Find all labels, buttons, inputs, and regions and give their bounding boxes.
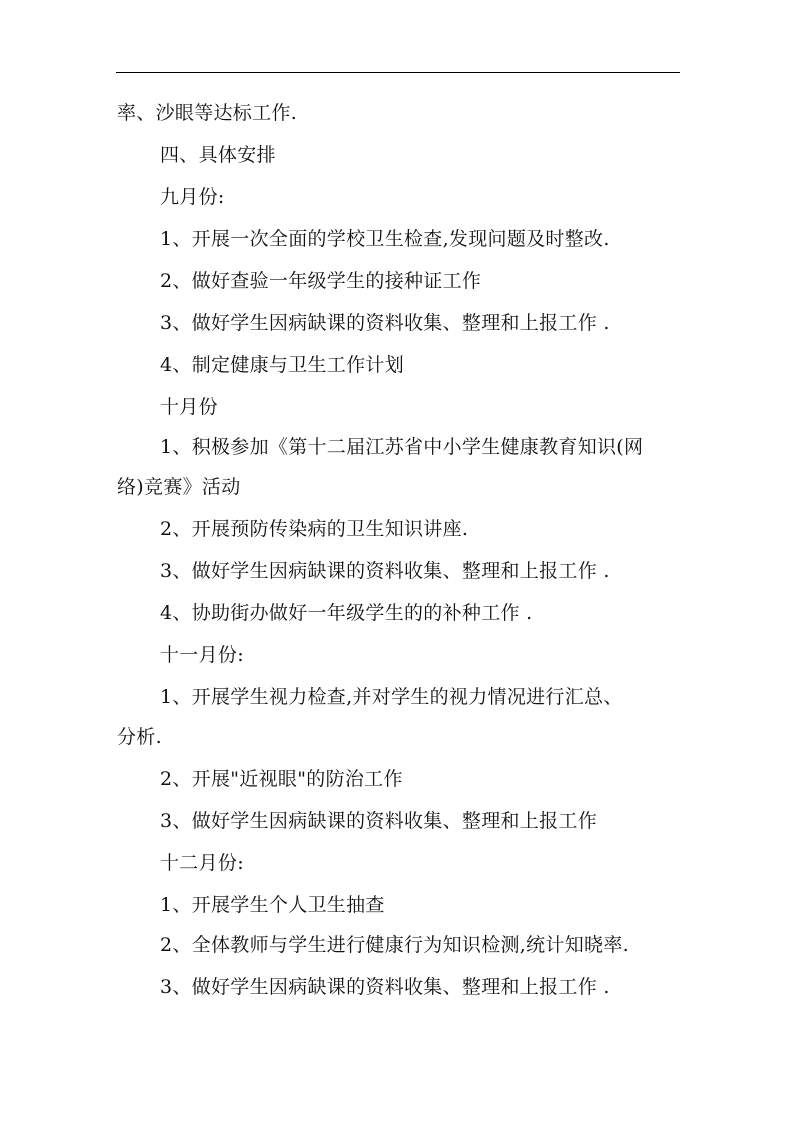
section-heading: 四、具体安排 [160,144,276,166]
list-item: 3、做好学生因病缺课的资料收集、整理和上报工作 [160,810,597,832]
list-item: 2、做好查验一年级学生的接种证工作 [160,270,482,292]
header-rule [116,72,680,73]
list-item: 4、制定健康与卫生工作计划 [160,354,404,376]
list-item: 1、开展学生个人卫生抽查 [160,894,385,916]
list-item: 2、全体教师与学生进行健康行为知识检测,统计知晓率. [160,934,629,956]
list-item: 1、开展学生视力检查,并对学生的视力情况进行汇总、 [160,686,623,708]
list-item-continuation: 分析. [117,726,162,748]
list-item: 3、做好学生因病缺课的资料收集、整理和上报工作 . [160,976,610,998]
month-heading: 十月份 [160,396,218,418]
list-item: 1、积极参加《第十二届江苏省中小学生健康教育知识(网 [160,436,644,458]
list-item: 3、做好学生因病缺课的资料收集、整理和上报工作 . [160,560,610,582]
list-item: 2、开展预防传染病的卫生知识讲座. [160,518,469,540]
text-line: 率、沙眼等达标工作. [117,102,298,124]
list-item: 4、协助街办做好一年级学生的的补种工作 . [160,602,533,624]
month-heading: 十二月份: [160,852,244,874]
list-item: 2、开展"近视眼"的防治工作 [160,768,403,790]
list-item: 3、做好学生因病缺课的资料收集、整理和上报工作 . [160,312,610,334]
list-item-continuation: 络)竞赛》活动 [117,476,241,498]
list-item: 1、开展一次全面的学校卫生检查,发现问题及时整改. [160,228,610,250]
month-heading: 九月份: [160,186,225,208]
month-heading: 十一月份: [160,644,244,666]
